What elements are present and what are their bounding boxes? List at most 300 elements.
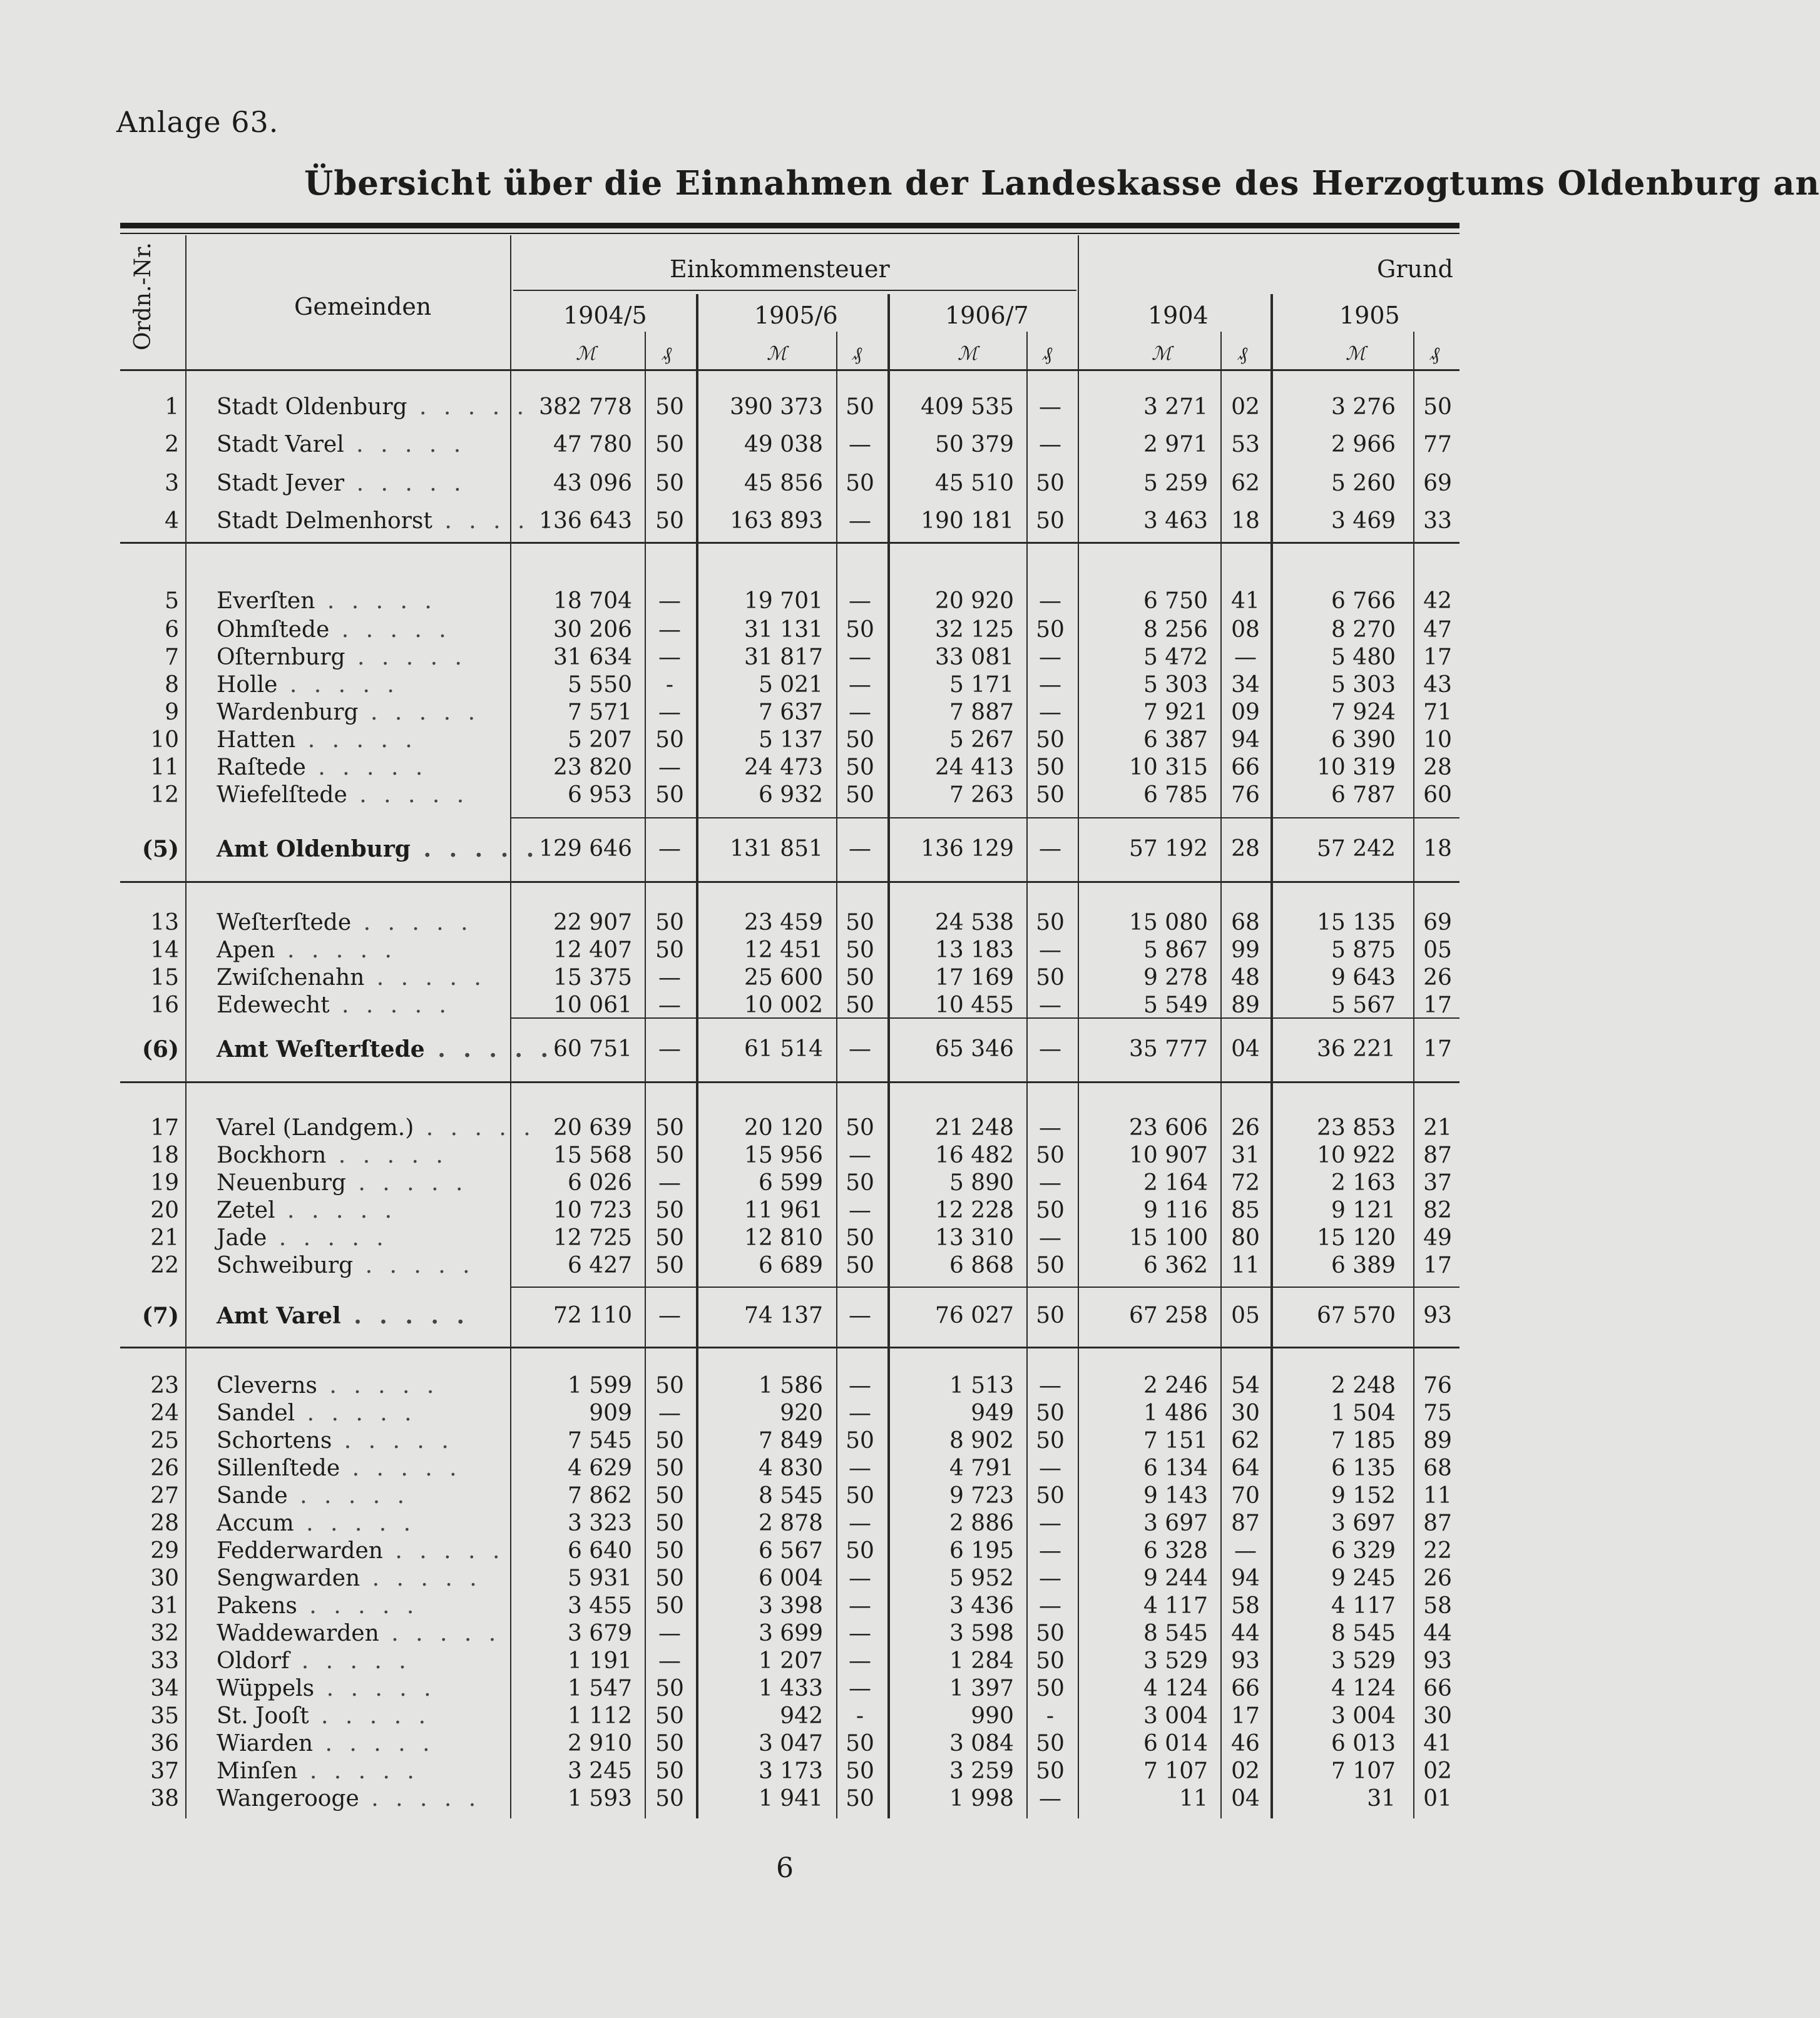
municipality-name-text: Neuenburg: [217, 1170, 346, 1196]
mark-value: 7 571: [567, 700, 632, 725]
pfennig-value: —: [849, 1593, 871, 1619]
mark-value: 24 538: [935, 910, 1014, 935]
mark-value: 67 570: [1317, 1303, 1396, 1328]
municipality-name: [217, 910, 492, 935]
table-row: [0, 394, 1505, 422]
pfennig-value: —: [658, 1648, 681, 1674]
row-number: (5): [141, 836, 179, 862]
pfennig-value: —: [849, 700, 871, 725]
pfennig-value: 71: [1423, 700, 1452, 725]
municipality-name: [217, 1676, 492, 1701]
pfennig-value: 47: [1423, 617, 1452, 643]
municipality-name-text: Ohmſtede: [217, 617, 330, 643]
mark-value: 15 568: [553, 1143, 632, 1168]
pfennig-value: 37: [1423, 1170, 1452, 1196]
municipality-name-text: Zetel: [217, 1198, 275, 1223]
leader-dots: . . . . .: [364, 965, 486, 991]
table-row: [0, 1455, 1505, 1483]
pfennig-value: 17: [1423, 1253, 1452, 1278]
mark-value: 4 124: [1143, 1676, 1208, 1701]
table-row: [0, 937, 1505, 965]
municipality-name: [217, 937, 492, 963]
pfennig-value: —: [1039, 992, 1061, 1018]
pfennig-value: 17: [1423, 645, 1452, 670]
pfennig-value: —: [1039, 1786, 1061, 1812]
mark-value: 9 143: [1143, 1483, 1208, 1509]
pfennig-value: 62: [1231, 471, 1260, 496]
pfennig-value: 50: [846, 617, 874, 643]
pfennig-value: 50: [655, 1786, 684, 1812]
municipality-name-text: Amt Weſterſtede: [217, 1036, 425, 1063]
table-row: [0, 1731, 1505, 1758]
pfennig-value: —: [849, 1303, 871, 1328]
mark-value: 5 890: [949, 1170, 1014, 1196]
municipality-name-text: Wiarden: [217, 1731, 314, 1756]
municipality-name: [217, 1225, 492, 1251]
mark-value: 5 931: [567, 1566, 632, 1591]
row-number: 35: [150, 1703, 179, 1729]
mark-value: 8 545: [758, 1483, 823, 1509]
leader-dots: . . . . .: [295, 727, 417, 753]
pfennig-value: 50: [655, 1483, 684, 1509]
table-row: [0, 1621, 1505, 1648]
subtotal-rule-3: [510, 1287, 1460, 1288]
municipality-name: [217, 1593, 492, 1619]
mark-value: 16 482: [935, 1143, 1014, 1168]
mark-value: 5 021: [758, 672, 823, 698]
unit-mark-2: ℳ: [767, 343, 787, 365]
pfennig-value: —: [849, 1455, 871, 1481]
pfennig-value: 82: [1423, 1198, 1452, 1223]
pfennig-value: 50: [1036, 1428, 1065, 1454]
pfennig-value: 50: [655, 1538, 684, 1564]
row-number: 4: [165, 508, 179, 534]
table-row: [0, 1373, 1505, 1400]
mark-value: 6 766: [1331, 588, 1396, 614]
mark-value: 5 549: [1143, 992, 1208, 1018]
municipality-name: [217, 1170, 492, 1196]
leader-dots: . . . . .: [332, 1428, 454, 1454]
municipality-name: [217, 645, 492, 670]
pfennig-value: —: [849, 1511, 871, 1536]
mark-value: 9 244: [1143, 1566, 1208, 1591]
mark-value: 5 260: [1331, 471, 1396, 496]
row-number: 33: [150, 1648, 179, 1674]
municipality-name: [217, 1143, 492, 1168]
municipality-name-text: Fedderwarden: [217, 1538, 383, 1564]
leader-dots: . . . . .: [432, 508, 555, 534]
municipality-name: [217, 1538, 505, 1564]
municipality-name-text: Sandel: [217, 1400, 295, 1426]
mark-value: 8 545: [1331, 1621, 1396, 1646]
pfennig-value: 01: [1423, 1786, 1452, 1812]
mark-value: 50 379: [935, 432, 1014, 457]
pfennig-value: 50: [655, 1676, 684, 1701]
mark-value: 24 473: [744, 755, 823, 780]
pfennig-value: —: [849, 1676, 871, 1701]
municipality-name: [217, 1621, 501, 1646]
pfennig-value: —: [1039, 1538, 1061, 1564]
row-number: 34: [150, 1676, 179, 1701]
mark-value: 6 750: [1143, 588, 1208, 614]
pfennig-value: -: [856, 1703, 864, 1729]
mark-value: 9 643: [1331, 965, 1396, 991]
leader-dots: . . . . .: [275, 937, 397, 963]
table-row: [0, 727, 1505, 755]
mark-value: 4 791: [949, 1455, 1014, 1481]
mark-value: 31: [1367, 1786, 1396, 1812]
leader-dots: . . . . .: [329, 992, 451, 1018]
mark-value: 9 278: [1143, 965, 1208, 991]
row-number: 32: [150, 1621, 179, 1646]
unit-pf-1: ₰: [662, 343, 672, 365]
pfennig-value: 50: [846, 1786, 874, 1812]
pfennig-value: 44: [1231, 1621, 1260, 1646]
municipality-name-text: Oldorf: [217, 1648, 290, 1674]
pfennig-value: 50: [846, 910, 874, 935]
mark-value: 23 606: [1129, 1115, 1208, 1141]
subtotal-row: [0, 836, 1505, 864]
pfennig-value: 50: [846, 1253, 874, 1278]
table-row: [0, 672, 1505, 700]
pfennig-value: 50: [1036, 471, 1065, 496]
pfennig-value: 50: [846, 1731, 874, 1756]
municipality-name-text: Sillenſtede: [217, 1455, 340, 1481]
leader-dots: . . . . .: [314, 1676, 436, 1701]
pfennig-value: —: [1039, 1566, 1061, 1591]
row-number: 31: [150, 1593, 179, 1619]
mark-value: 74 137: [744, 1303, 823, 1328]
pfennig-value: 50: [846, 1538, 874, 1564]
mark-value: 9 116: [1143, 1198, 1208, 1223]
mark-value: 131 851: [730, 836, 823, 862]
mark-value: 9 245: [1331, 1566, 1396, 1591]
pfennig-value: —: [849, 1400, 871, 1426]
mark-value: 3 276: [1331, 394, 1396, 420]
pfennig-value: 50: [655, 910, 684, 935]
pfennig-value: 50: [1036, 1303, 1065, 1328]
mark-value: 3 047: [758, 1731, 823, 1756]
mark-value: 36 221: [1317, 1036, 1396, 1062]
mark-value: 3 084: [949, 1731, 1014, 1756]
municipality-name: [217, 1758, 492, 1784]
mark-value: 2 966: [1331, 432, 1396, 457]
mark-value: 3 436: [949, 1593, 1014, 1619]
mark-value: 3 398: [758, 1593, 823, 1619]
mark-value: 6 599: [758, 1170, 823, 1196]
mark-value: 6 390: [1331, 727, 1396, 753]
mark-value: 190 181: [921, 508, 1014, 534]
pfennig-value: 94: [1231, 1566, 1260, 1591]
mark-value: 7 107: [1143, 1758, 1208, 1784]
pfennig-value: 50: [655, 1703, 684, 1729]
mark-value: 35 777: [1129, 1036, 1208, 1062]
mark-value: 3 697: [1143, 1511, 1208, 1536]
pfennig-value: 48: [1231, 965, 1260, 991]
mark-value: 12 228: [935, 1198, 1014, 1223]
pfennig-value: 76: [1423, 1373, 1452, 1399]
pfennig-value: 17: [1231, 1703, 1260, 1729]
mark-value: 1 941: [758, 1786, 823, 1812]
table-row: [0, 700, 1505, 727]
mark-value: 6 004: [758, 1566, 823, 1591]
municipality-name: [217, 1786, 492, 1812]
pfennig-value: 50: [655, 394, 684, 420]
leader-dots: . . . . .: [340, 1455, 462, 1481]
mark-value: 3 699: [758, 1621, 823, 1646]
mark-value: 382 778: [539, 394, 632, 420]
mark-value: 5 207: [567, 727, 632, 753]
row-number: 29: [150, 1538, 179, 1564]
municipality-name-text: Amt Varel: [217, 1303, 341, 1329]
column-header-gemeinden: Gemeinden: [294, 293, 432, 320]
pfennig-value: 70: [1231, 1483, 1260, 1509]
mark-value: 7 849: [758, 1428, 823, 1454]
pfennig-value: —: [1039, 588, 1061, 614]
table-row: [0, 1703, 1505, 1731]
pfennig-value: —: [1234, 1538, 1257, 1564]
mark-value: 1 593: [567, 1786, 632, 1812]
mark-value: 10 002: [744, 992, 823, 1018]
mark-value: 1 486: [1143, 1400, 1208, 1426]
table-row: [0, 1400, 1505, 1428]
pfennig-value: 08: [1231, 617, 1260, 643]
table-row: [0, 471, 1505, 498]
pfennig-value: —: [849, 1373, 871, 1399]
mark-value: 24 413: [935, 755, 1014, 780]
mark-value: 76 027: [935, 1303, 1014, 1328]
mark-value: 942: [780, 1703, 823, 1729]
mark-value: 10 319: [1317, 755, 1396, 780]
pfennig-value: 50: [1036, 617, 1065, 643]
pfennig-value: 41: [1231, 588, 1260, 614]
pfennig-value: 50: [846, 965, 874, 991]
pfennig-value: —: [1234, 645, 1257, 670]
mark-value: 12 407: [553, 937, 632, 963]
pfennig-value: 44: [1423, 1621, 1452, 1646]
mark-value: 2 971: [1143, 432, 1208, 457]
municipality-name-text: Cleverns: [217, 1373, 317, 1399]
municipality-name: [217, 471, 492, 496]
table-row: [0, 1758, 1505, 1786]
pfennig-value: 10: [1423, 727, 1452, 753]
pfennig-value: 18: [1423, 836, 1452, 862]
row-number: 7: [165, 645, 179, 670]
municipality-name: [217, 1703, 492, 1729]
pfennig-value: 50: [1036, 1731, 1065, 1756]
pfennig-value: —: [849, 645, 871, 670]
year-header-5: 1905: [1339, 302, 1400, 329]
mark-value: 1 504: [1331, 1400, 1396, 1426]
pfennig-value: 50: [655, 1593, 684, 1619]
pfennig-value: 43: [1423, 672, 1452, 698]
municipality-name: [217, 727, 492, 753]
pfennig-value: —: [1039, 1593, 1061, 1619]
municipality-name: [217, 508, 555, 534]
mark-value: 129 646: [539, 836, 632, 862]
table-row: [0, 910, 1505, 937]
pfennig-value: 50: [655, 1253, 684, 1278]
pfennig-value: 50: [1036, 1676, 1065, 1701]
section-rule-3: [120, 1081, 1460, 1083]
row-number: 13: [150, 910, 179, 935]
leader-dots: . . . . .: [309, 1703, 431, 1729]
mark-value: 6 195: [949, 1538, 1014, 1564]
pfennig-value: 50: [655, 1758, 684, 1784]
pfennig-value: 05: [1231, 1303, 1260, 1328]
mark-value: 10 907: [1129, 1143, 1208, 1168]
mark-value: 8 270: [1331, 617, 1396, 643]
mark-value: 7 151: [1143, 1428, 1208, 1454]
page-number: 6: [776, 1852, 794, 1884]
pfennig-value: 50: [846, 755, 874, 780]
mark-value: 6 953: [567, 782, 632, 808]
leader-dots: . . . . .: [267, 1225, 389, 1251]
unit-pf-4: ₰: [1238, 343, 1247, 365]
leader-dots: . . . . .: [353, 1253, 475, 1278]
mark-value: 1 191: [567, 1648, 632, 1674]
municipality-name-text: Apen: [217, 937, 275, 963]
pfennig-value: 50: [1036, 755, 1065, 780]
section-rule-2: [120, 881, 1460, 883]
row-number: 1: [165, 394, 179, 420]
row-number: 27: [150, 1483, 179, 1509]
mark-value: 11 961: [744, 1198, 823, 1223]
municipality-name: [217, 1198, 492, 1223]
mark-value: 949: [971, 1400, 1014, 1426]
row-number: 14: [150, 937, 179, 963]
table-row: [0, 1483, 1505, 1511]
pfennig-value: 02: [1231, 1758, 1260, 1784]
leader-dots: . . . . .: [317, 1373, 439, 1399]
mark-value: 10 723: [553, 1198, 632, 1223]
mark-value: 9 152: [1331, 1483, 1396, 1509]
pfennig-value: —: [1039, 1115, 1061, 1141]
table-row: [0, 1225, 1505, 1253]
mark-value: 7 637: [758, 700, 823, 725]
pfennig-value: 50: [846, 992, 874, 1018]
pfennig-value: 80: [1231, 1225, 1260, 1251]
leader-dots: . . . . .: [297, 1593, 419, 1619]
row-number: 36: [150, 1731, 179, 1756]
municipality-name-text: Jade: [217, 1225, 267, 1251]
mark-value: 18 704: [553, 588, 632, 614]
table-row: [0, 1593, 1505, 1621]
pfennig-value: 50: [1036, 1198, 1065, 1223]
table-row: [0, 1566, 1505, 1593]
pfennig-value: 02: [1423, 1758, 1452, 1784]
municipality-name-text: Holle: [217, 672, 278, 698]
pfennig-value: —: [849, 432, 871, 457]
municipality-name-text: Pakens: [217, 1593, 297, 1619]
pfennig-value: —: [849, 588, 871, 614]
pfennig-value: 42: [1423, 588, 1452, 614]
header-rule: [120, 223, 1460, 228]
municipality-name-text: Wüppels: [217, 1676, 315, 1701]
mark-value: 45 856: [744, 471, 823, 496]
pfennig-value: 50: [655, 1115, 684, 1141]
mark-value: 15 375: [553, 965, 632, 991]
leader-dots: . . . . .: [359, 1786, 481, 1812]
pfennig-value: 50: [655, 1225, 684, 1251]
pfennig-value: —: [658, 1303, 681, 1328]
pfennig-value: 50: [1036, 508, 1065, 534]
leader-dots: . . . . .: [326, 1143, 448, 1168]
mark-value: 23 853: [1317, 1115, 1396, 1141]
municipality-name-text: St. Jooſt: [217, 1703, 309, 1729]
municipality-name-text: Amt Oldenburg: [217, 836, 411, 862]
year-header-1: 1904/5: [563, 302, 647, 329]
table-row: [0, 508, 1505, 536]
row-number: 19: [150, 1170, 179, 1196]
leader-dots: . . . . .: [329, 617, 451, 643]
mark-value: 15 100: [1129, 1225, 1208, 1251]
mark-value: 6 013: [1331, 1731, 1396, 1756]
municipality-name: [217, 432, 492, 457]
mark-value: 49 038: [744, 432, 823, 457]
municipality-name-text: Stadt Delmenhorst: [217, 508, 432, 534]
leader-dots: . . . . .: [340, 1303, 470, 1329]
pfennig-value: 54: [1231, 1373, 1260, 1399]
mark-value: 6 134: [1143, 1455, 1208, 1481]
mark-value: 43 096: [553, 471, 632, 496]
mark-value: 30 206: [553, 617, 632, 643]
row-number: 5: [165, 588, 179, 614]
leader-dots: . . . . .: [275, 1198, 397, 1223]
mark-value: 7 921: [1143, 700, 1208, 725]
unit-mark-4: ℳ: [1152, 343, 1172, 365]
row-number: 26: [150, 1455, 179, 1481]
mark-value: 72 110: [553, 1303, 632, 1328]
mark-value: 5 303: [1331, 672, 1396, 698]
pfennig-value: —: [849, 1143, 871, 1168]
pfennig-value: —: [658, 1036, 681, 1062]
mark-value: 2 163: [1331, 1170, 1396, 1196]
mark-value: 6 427: [567, 1253, 632, 1278]
mark-value: 8 256: [1143, 617, 1208, 643]
table-row: [0, 1170, 1505, 1198]
row-number: 15: [150, 965, 179, 991]
mark-value: 22 907: [553, 910, 632, 935]
mark-value: 4 629: [567, 1455, 632, 1481]
municipality-name: [217, 1483, 492, 1509]
leader-dots: . . . . .: [313, 1731, 435, 1756]
mark-value: 5 137: [758, 727, 823, 753]
pfennig-value: 93: [1423, 1648, 1452, 1674]
mark-value: 2 878: [758, 1511, 823, 1536]
leader-dots: . . . . .: [345, 645, 467, 670]
pfennig-value: 66: [1423, 1676, 1452, 1701]
group-header-grund: Grund: [1377, 255, 1453, 283]
mark-value: 7 185: [1331, 1428, 1396, 1454]
leader-dots: . . . . .: [287, 1483, 410, 1509]
municipality-name-text: Weſterſtede: [217, 910, 352, 935]
pfennig-value: 30: [1231, 1400, 1260, 1426]
row-number: 16: [150, 992, 179, 1018]
municipality-name: [217, 1400, 492, 1426]
pfennig-value: —: [1039, 432, 1061, 457]
header-rule-thin: [120, 233, 1460, 234]
mark-value: 15 080: [1129, 910, 1208, 935]
pfennig-value: 64: [1231, 1455, 1260, 1481]
leader-dots: . . . . .: [277, 672, 399, 698]
mark-value: 3 463: [1143, 508, 1208, 534]
mark-value: 7 887: [949, 700, 1014, 725]
municipality-name: [217, 1731, 492, 1756]
row-number: 9: [165, 700, 179, 725]
mark-value: 32 125: [935, 617, 1014, 643]
pfennig-value: —: [849, 1566, 871, 1591]
